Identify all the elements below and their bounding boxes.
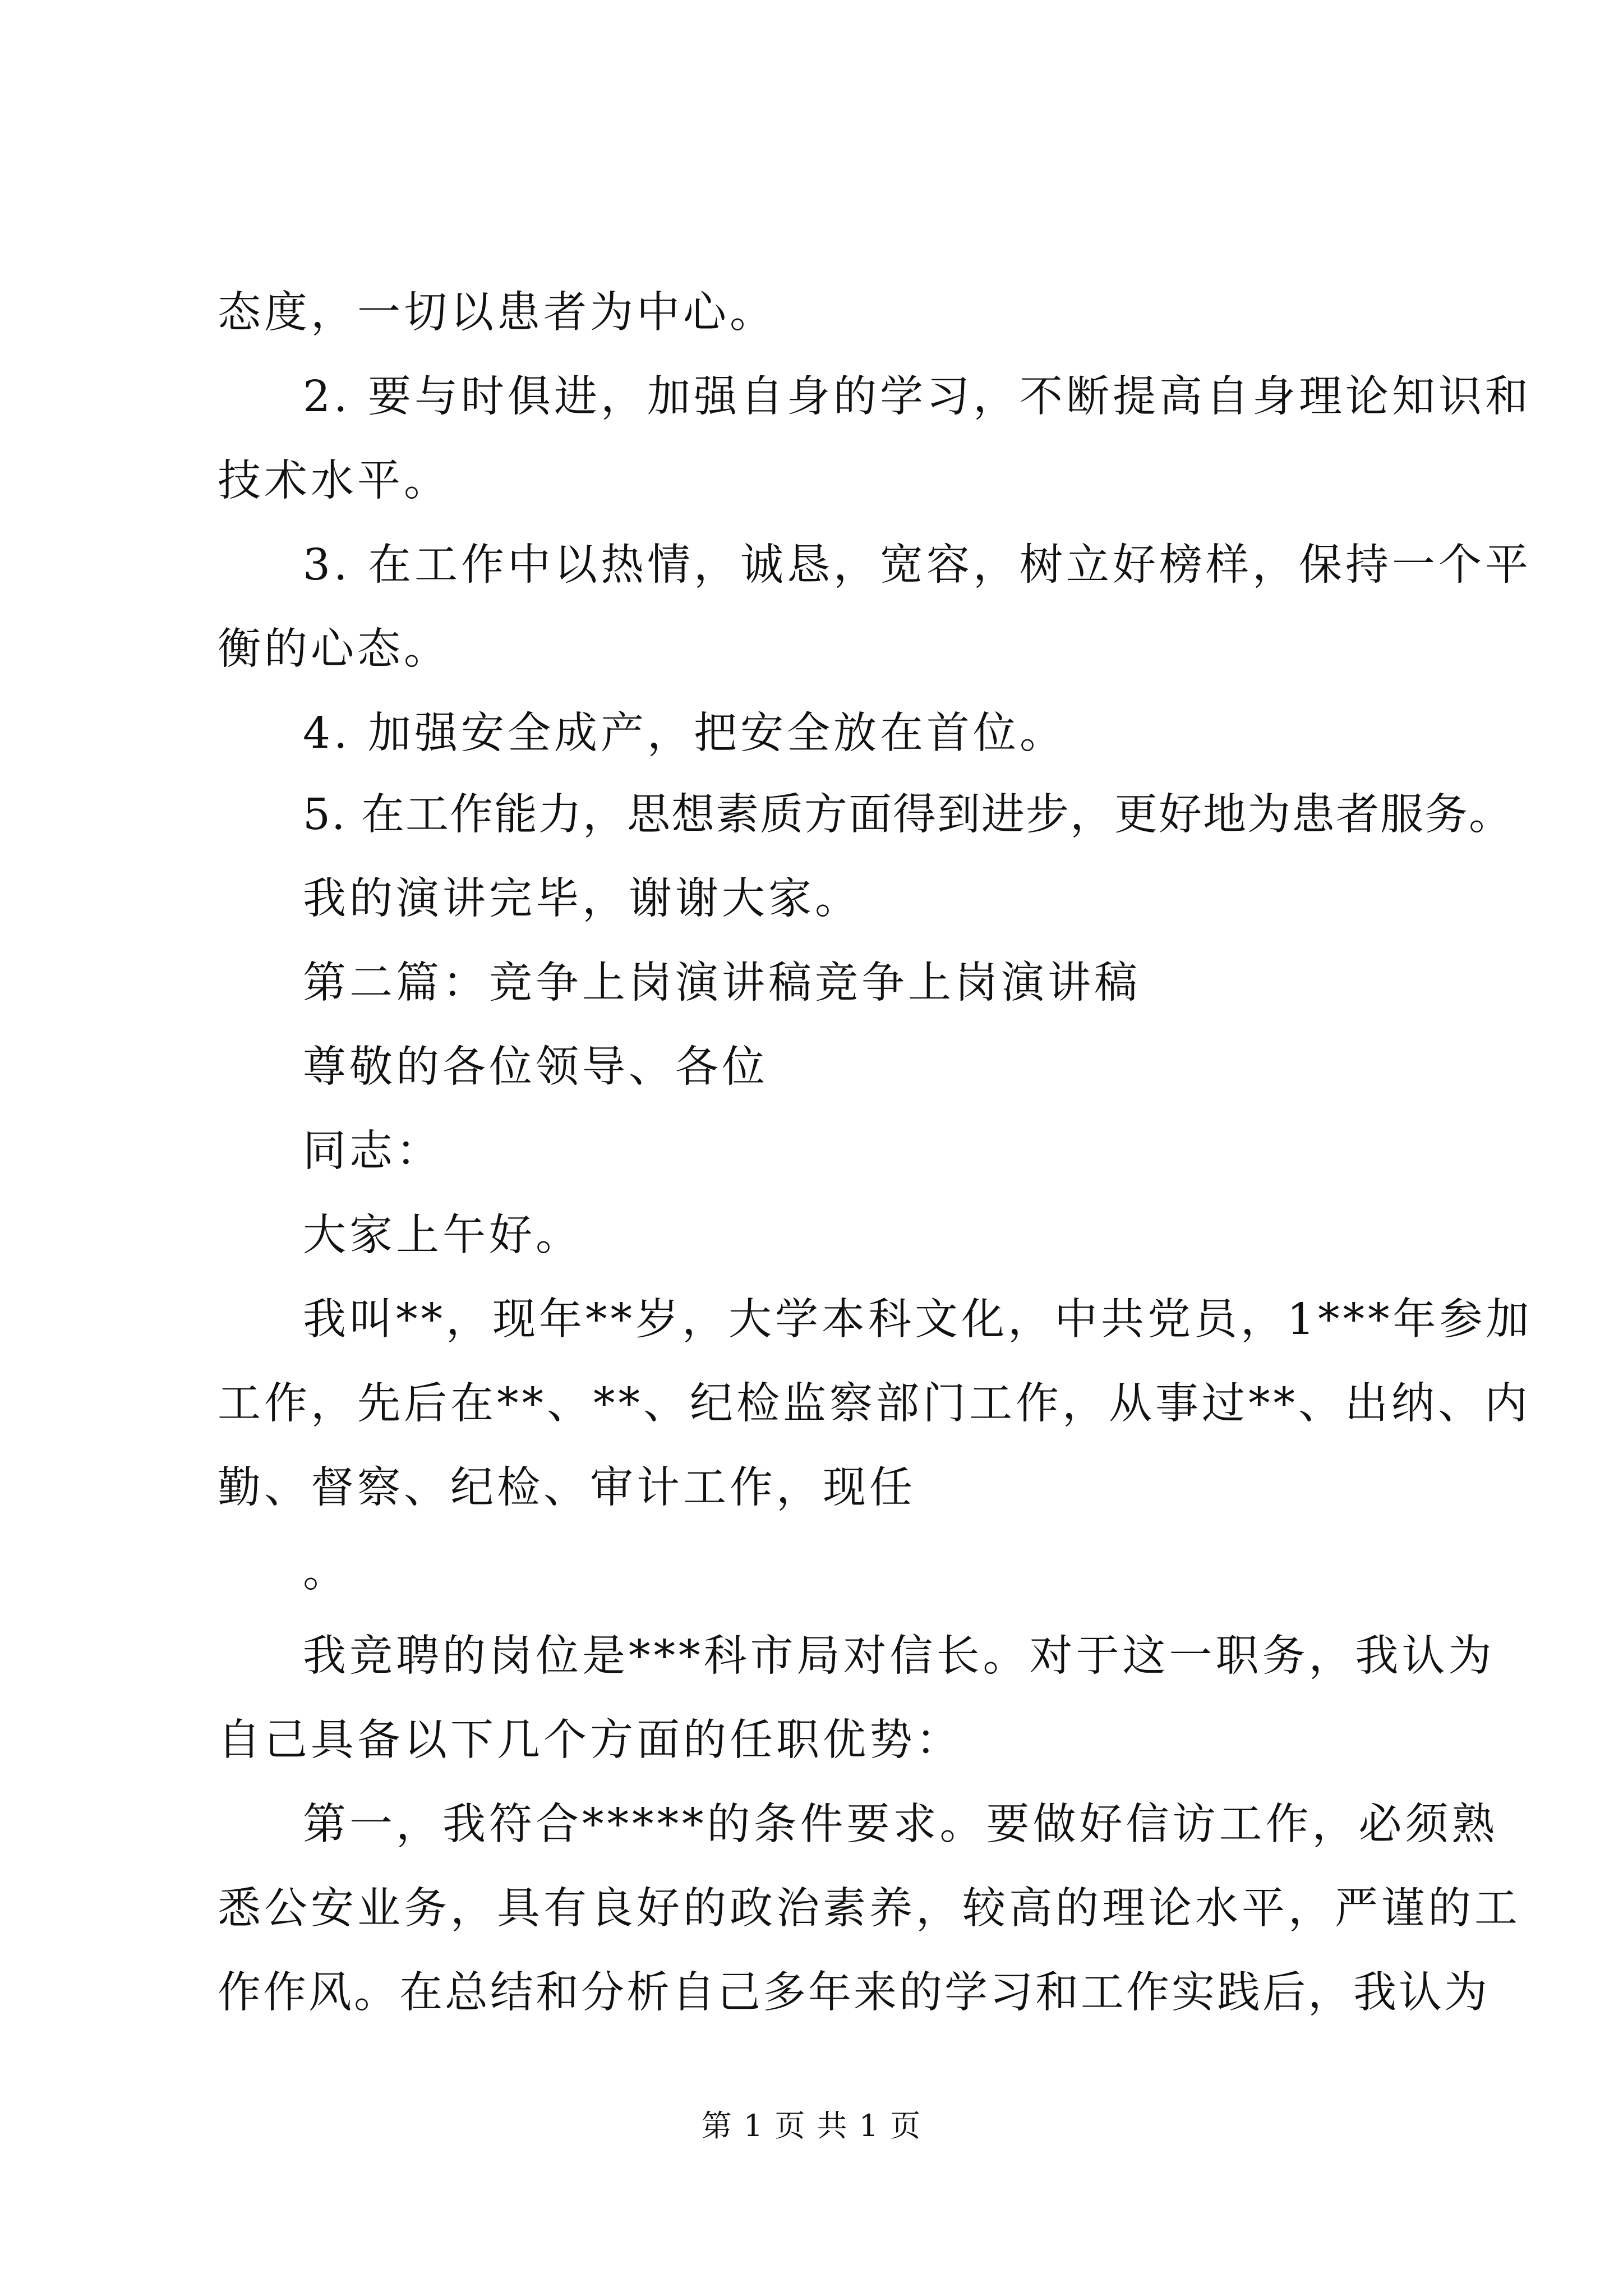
text-line: 技术水平。	[218, 456, 450, 506]
text-line: 第一，我符合*****的条件要求。要做好信访工作，必须熟	[303, 1800, 1498, 1849]
text-line: 尊敬的各位领导、各位	[303, 1042, 768, 1092]
text-line: 4. 加强安全成产，把安全放在首位。	[303, 708, 1066, 758]
text-line: 衡的心态。	[218, 624, 450, 674]
text-line: 。	[303, 1547, 349, 1597]
text-line: 勤、督察、纪检、审计工作，现任	[218, 1463, 916, 1513]
text-line: 悉公安业务，具有良好的政治素养，较高的理论水平，严谨的工	[218, 1884, 1521, 1934]
text-line: 我叫**，现年**岁，大学本科文化，中共党员，1***年参加	[303, 1295, 1533, 1345]
text-line: 我竞聘的岗位是***科市局对信长。对于这一职务，我认为	[303, 1631, 1495, 1681]
text-line: 3. 在工作中以热情，诚恳，宽容，树立好榜样，保持一个平	[303, 540, 1532, 590]
text-line: 工作，先后在**、**、纪检监察部门工作，从事过**、出纳、内	[218, 1379, 1531, 1429]
text-line: 2. 要与时俱进，加强自身的学习，不断提高自身理论知识和	[303, 372, 1532, 422]
text-line: 态度，一切以患者为中心。	[218, 288, 776, 338]
text-line: 我的演讲完毕，谢谢大家。	[303, 874, 861, 924]
page-footer: 第 1 页 共 1 页	[701, 2108, 922, 2143]
text-line: 5. 在工作能力，思想素质方面得到进步，更好地为患者服务。	[303, 790, 1513, 840]
text-line: 作作风。在总结和分析自己多年来的学习和工作实践后，我认为	[218, 1968, 1490, 2018]
text-line: 自己具备以下几个方面的任职优势：	[218, 1715, 962, 1765]
text-line: 同志：	[303, 1126, 442, 1176]
text-line: 第二篇：竞争上岗演讲稿竞争上岗演讲稿	[303, 958, 1141, 1008]
text-line: 大家上午好。	[303, 1211, 582, 1260]
